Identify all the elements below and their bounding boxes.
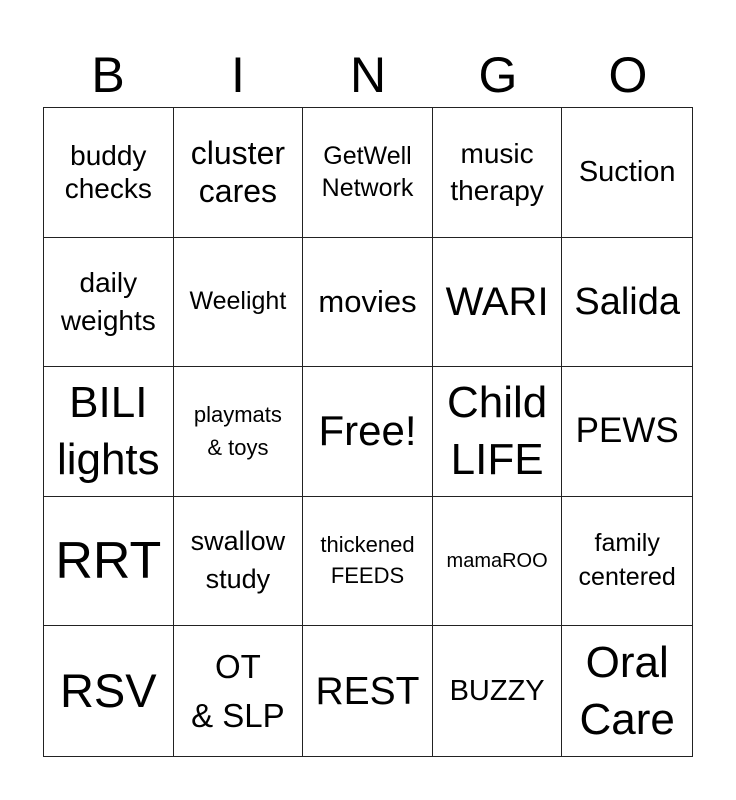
bingo-cell-n3-free[interactable] xyxy=(303,367,433,497)
cell-text: mamaROO xyxy=(446,549,548,572)
cell-text: playmats & toys xyxy=(193,402,282,461)
bingo-cell-i4[interactable] xyxy=(174,497,304,627)
bingo-cell-n5[interactable] xyxy=(303,626,433,756)
bingo-cell-i3[interactable] xyxy=(174,367,304,497)
bingo-cell-g4[interactable] xyxy=(433,497,563,627)
header-letter-g: G xyxy=(478,47,518,103)
bingo-cell-o4[interactable] xyxy=(562,497,692,627)
cell-text: thickened FEEDS xyxy=(320,532,415,589)
bingo-cell-o3[interactable] xyxy=(562,367,692,497)
cell-text: WARI xyxy=(445,279,549,324)
bingo-cell-i1[interactable] xyxy=(174,108,304,238)
cell-text: RSV xyxy=(59,664,157,717)
bingo-cell-b2[interactable] xyxy=(44,238,174,368)
cell-text: PEWS xyxy=(575,411,679,451)
cell-text: BILI lights xyxy=(56,378,160,485)
cell-text: Salida xyxy=(574,280,681,323)
bingo-cell-b4[interactable] xyxy=(44,497,174,627)
bingo-board xyxy=(43,107,693,757)
cell-text: Child LIFE xyxy=(446,378,548,485)
bingo-cell-g5[interactable] xyxy=(433,626,563,756)
bingo-header xyxy=(43,44,693,106)
bingo-cell-o2[interactable] xyxy=(562,238,692,368)
bingo-cell-g1[interactable] xyxy=(433,108,563,238)
bingo-cell-b1[interactable] xyxy=(44,108,174,238)
cell-text: BUZZY xyxy=(449,674,545,707)
bingo-cell-i5[interactable] xyxy=(174,626,304,756)
cell-text: Suction xyxy=(578,155,676,188)
bingo-cell-n2[interactable] xyxy=(303,238,433,368)
cell-text: GetWell Network xyxy=(321,141,414,203)
cell-text: buddy checks xyxy=(64,139,152,205)
cell-text: OT & SLP xyxy=(191,647,285,735)
bingo-cell-i2[interactable] xyxy=(174,238,304,368)
cell-text: family centered xyxy=(578,529,676,592)
bingo-cell-g2[interactable] xyxy=(433,238,563,368)
cell-text: REST xyxy=(315,669,420,713)
header-letter-i: I xyxy=(231,47,245,103)
header-letter-n: N xyxy=(349,47,387,103)
header-letter-b: B xyxy=(91,47,125,103)
header-letter-o: O xyxy=(608,47,648,103)
bingo-cell-b5[interactable] xyxy=(44,626,174,756)
bingo-cell-n1[interactable] xyxy=(303,108,433,238)
cell-text: Weelight xyxy=(189,287,287,316)
bingo-cell-b3[interactable] xyxy=(44,367,174,497)
cell-text: music therapy xyxy=(450,137,544,207)
bingo-cell-o5[interactable] xyxy=(562,626,692,756)
bingo-cell-o1[interactable] xyxy=(562,108,692,238)
bingo-cell-n4[interactable] xyxy=(303,497,433,627)
cell-text: swallow study xyxy=(190,526,286,595)
cell-text: daily weights xyxy=(60,267,156,336)
cell-text: RRT xyxy=(55,532,162,591)
cell-text: Free! xyxy=(318,407,417,455)
cell-text: cluster cares xyxy=(190,134,286,210)
bingo-cell-g3[interactable] xyxy=(433,367,563,497)
cell-text: Oral Care xyxy=(579,638,675,745)
cell-text: movies xyxy=(318,284,417,320)
